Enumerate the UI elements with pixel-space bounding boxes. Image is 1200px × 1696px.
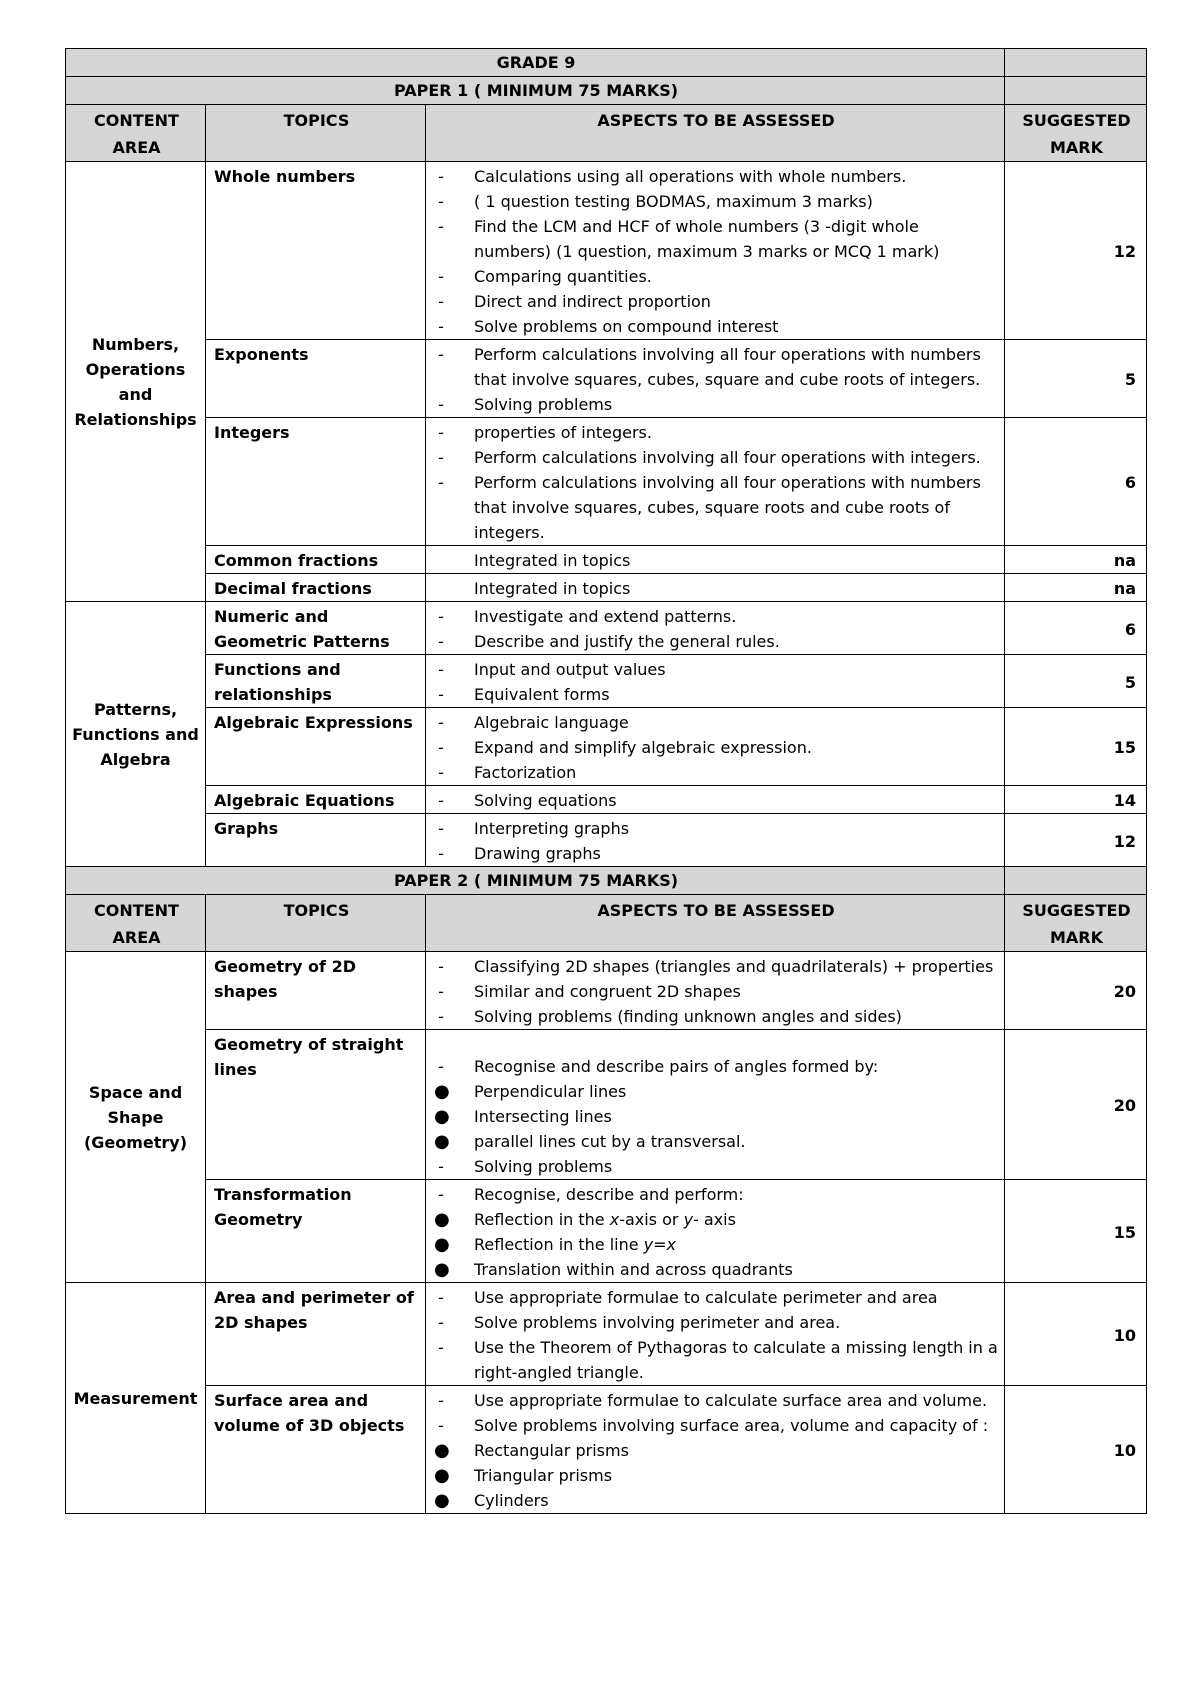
list-item: - ( 1 question testing BODMAS, maximum 3 marks) (438, 192, 873, 211)
aspects-list (434, 1182, 998, 1282)
list-item: - Recognise, describe and perform: (438, 1185, 744, 1204)
topic-expressions: Algebraic Expressions (206, 708, 426, 786)
header-topics: TOPICS (206, 895, 426, 952)
header-topics: TOPICS (206, 105, 426, 162)
mark-value: 10 (1005, 1283, 1147, 1386)
mark-value: na (1005, 546, 1147, 574)
paper2-row (66, 867, 1147, 895)
topic-equations: Algebraic Equations (206, 786, 426, 814)
mark-value: 5 (1005, 655, 1147, 708)
list-item: - Find the LCM and HCF of whole numbers (3 -digit whole numbers) (1 question, maximum 3 marks or MCQ 1 mark) (438, 217, 940, 261)
list-item: - Interpreting graphs (438, 819, 630, 838)
bullet-icon: ● (434, 1234, 450, 1255)
list-item: - Solving problems (438, 395, 613, 414)
bullet-icon: ● (434, 1490, 450, 1511)
list-item: ● Perpendicular lines (434, 1081, 627, 1102)
list-item: - properties of integers. (438, 423, 652, 442)
list-item: - Perform calculations involving all four operations with integers. (438, 448, 981, 467)
list-item: - Investigate and extend patterns. (438, 607, 737, 626)
content-area-space: Space and Shape (Geometry) (66, 952, 206, 1283)
topic-area-perimeter: Area and perimeter of 2D shapes (206, 1283, 426, 1386)
list-item: - Calculations using all operations with whole numbers. (438, 167, 907, 186)
aspects-list (434, 604, 998, 654)
aspects-list (434, 710, 998, 785)
list-item: - Input and output values (438, 660, 666, 679)
table-row (66, 952, 1147, 1030)
header-aspects: ASPECTS TO BE ASSESSED (426, 895, 1005, 952)
list-item: - Perform calculations involving all four operations with numbers that involve squares, cubes, square roots and cube roots of integers. (438, 473, 981, 542)
aspects-list (434, 1388, 998, 1513)
list-item: - Solve problems involving perimeter and area. (438, 1313, 841, 1332)
list-item: - Recognise and describe pairs of angles formed by: (438, 1057, 879, 1076)
mark-value: 20 (1005, 952, 1147, 1030)
table-row (66, 340, 1147, 418)
list-item: - Solving problems (438, 1157, 613, 1176)
mark-value: 10 (1005, 1386, 1147, 1514)
topic-exponents: Exponents (206, 340, 426, 418)
topic-whole-numbers: Whole numbers (206, 162, 426, 340)
table-row (66, 602, 1147, 655)
list-item: - Classifying 2D shapes (triangles and quadrilaterals) + properties (438, 957, 994, 976)
aspects-list (434, 1285, 998, 1385)
table-row (66, 814, 1147, 867)
bullet-icon: ● (434, 1106, 450, 1127)
bullet-icon: ● (434, 1131, 450, 1152)
table-row (66, 574, 1147, 602)
mark-value: 6 (1005, 418, 1147, 546)
aspect-text: Integrated in topics (474, 579, 631, 598)
table-row (66, 162, 1147, 340)
aspects-list (434, 342, 998, 417)
topic-decimal-fractions: Decimal fractions (206, 574, 426, 602)
list-item: ● Cylinders (434, 1490, 549, 1511)
content-area-patterns: Patterns, Functions and Algebra (66, 602, 206, 867)
list-item: - Use the Theorem of Pythagoras to calculate a missing length in a right-angled triangle. (438, 1338, 998, 1382)
list-item: - Solving equations (438, 791, 617, 810)
grade-title: GRADE 9 (66, 49, 1005, 77)
assessment-document (65, 48, 1146, 1514)
list-item: ● Reflection in the line y=x (434, 1234, 677, 1255)
table-row (66, 546, 1147, 574)
list-item: ● Rectangular prisms (434, 1440, 629, 1461)
mark-value: 20 (1005, 1030, 1147, 1180)
list-item: - Describe and justify the general rules. (438, 632, 780, 651)
mark-value: 15 (1005, 708, 1147, 786)
mark-value: 14 (1005, 786, 1147, 814)
table-row (66, 655, 1147, 708)
header-suggested-mark: SUGGESTED MARK (1005, 895, 1147, 952)
header-content-area: CONTENT AREA (66, 895, 206, 952)
bullet-icon: ● (434, 1081, 450, 1102)
list-item: - Algebraic language (438, 713, 629, 732)
content-area-numbers: Numbers, Operations and Relationships (66, 162, 206, 602)
aspects-list (434, 816, 998, 866)
grade-row (66, 49, 1147, 77)
mark-value: 5 (1005, 340, 1147, 418)
aspects-list (434, 164, 998, 339)
list-item: - Solving problems (finding unknown angles and sides) (438, 1007, 902, 1026)
topic-surface-volume: Surface area and volume of 3D objects (206, 1386, 426, 1514)
topic-graphs: Graphs (206, 814, 426, 867)
paper2-header-row (66, 895, 1147, 952)
table-row (66, 1386, 1147, 1514)
topic-patterns: Numeric and Geometric Patterns (206, 602, 426, 655)
list-item: - Expand and simplify algebraic expression. (438, 738, 812, 757)
table-row (66, 1180, 1147, 1283)
mark-value: 12 (1005, 814, 1147, 867)
list-item: ● Translation within and across quadrants (434, 1259, 793, 1280)
bullet-icon: ● (434, 1209, 450, 1230)
list-item: ● Triangular prisms (434, 1465, 613, 1486)
aspects-list (434, 657, 998, 707)
list-item: ● Intersecting lines (434, 1106, 612, 1127)
aspect-text: Integrated in topics (474, 551, 631, 570)
bullet-icon: ● (434, 1259, 450, 1280)
aspects-list (434, 954, 998, 1029)
list-item: - Equivalent forms (438, 685, 610, 704)
bullet-icon: ● (434, 1465, 450, 1486)
topic-transformation: Transformation Geometry (206, 1180, 426, 1283)
list-item: - Use appropriate formulae to calculate perimeter and area (438, 1288, 938, 1307)
list-item: - Drawing graphs (438, 844, 601, 863)
header-aspects: ASPECTS TO BE ASSESSED (426, 105, 1005, 162)
table-row (66, 708, 1147, 786)
list-item: - Direct and indirect proportion (438, 292, 711, 311)
table-row (66, 1283, 1147, 1386)
list-item: - Comparing quantities. (438, 267, 652, 286)
list-item: - Use appropriate formulae to calculate surface area and volume. (438, 1391, 988, 1410)
aspects-list (434, 420, 998, 545)
aspects-list (434, 1054, 998, 1179)
topic-common-fractions: Common fractions (206, 546, 426, 574)
bullet-icon: ● (434, 1440, 450, 1461)
list-item: - Perform calculations involving all four operations with numbers that involve squares, cubes, square and cube roots of integers. (438, 345, 981, 389)
mark-value: 15 (1005, 1180, 1147, 1283)
list-item: - Factorization (438, 763, 577, 782)
header-content-area: CONTENT AREA (66, 105, 206, 162)
table-row (66, 1030, 1147, 1180)
table-row (66, 786, 1147, 814)
aspects-list (434, 788, 998, 813)
content-area-measurement: Measurement (66, 1283, 206, 1514)
paper2-title: PAPER 2 ( MINIMUM 75 MARKS) (66, 867, 1005, 895)
mark-value: 12 (1005, 162, 1147, 340)
list-item: ● Reflection in the x-axis or y- axis (434, 1209, 736, 1230)
topic-functions: Functions and relationships (206, 655, 426, 708)
paper1-row (66, 77, 1147, 105)
mark-value: 6 (1005, 602, 1147, 655)
list-item: ● parallel lines cut by a transversal. (434, 1131, 746, 1152)
topic-integers: Integers (206, 418, 426, 546)
list-item: - Similar and congruent 2D shapes (438, 982, 741, 1001)
paper1-title: PAPER 1 ( MINIMUM 75 MARKS) (66, 77, 1005, 105)
topic-geometry-2d: Geometry of 2D shapes (206, 952, 426, 1030)
paper1-header-row (66, 105, 1147, 162)
topic-straight-lines: Geometry of straight lines (206, 1030, 426, 1180)
header-suggested-mark: SUGGESTED MARK (1005, 105, 1147, 162)
table-row (66, 418, 1147, 546)
list-item: - Solve problems involving surface area, volume and capacity of : (438, 1416, 989, 1435)
list-item: - Solve problems on compound interest (438, 317, 779, 336)
mark-value: na (1005, 574, 1147, 602)
assessment-table (65, 48, 1147, 1514)
